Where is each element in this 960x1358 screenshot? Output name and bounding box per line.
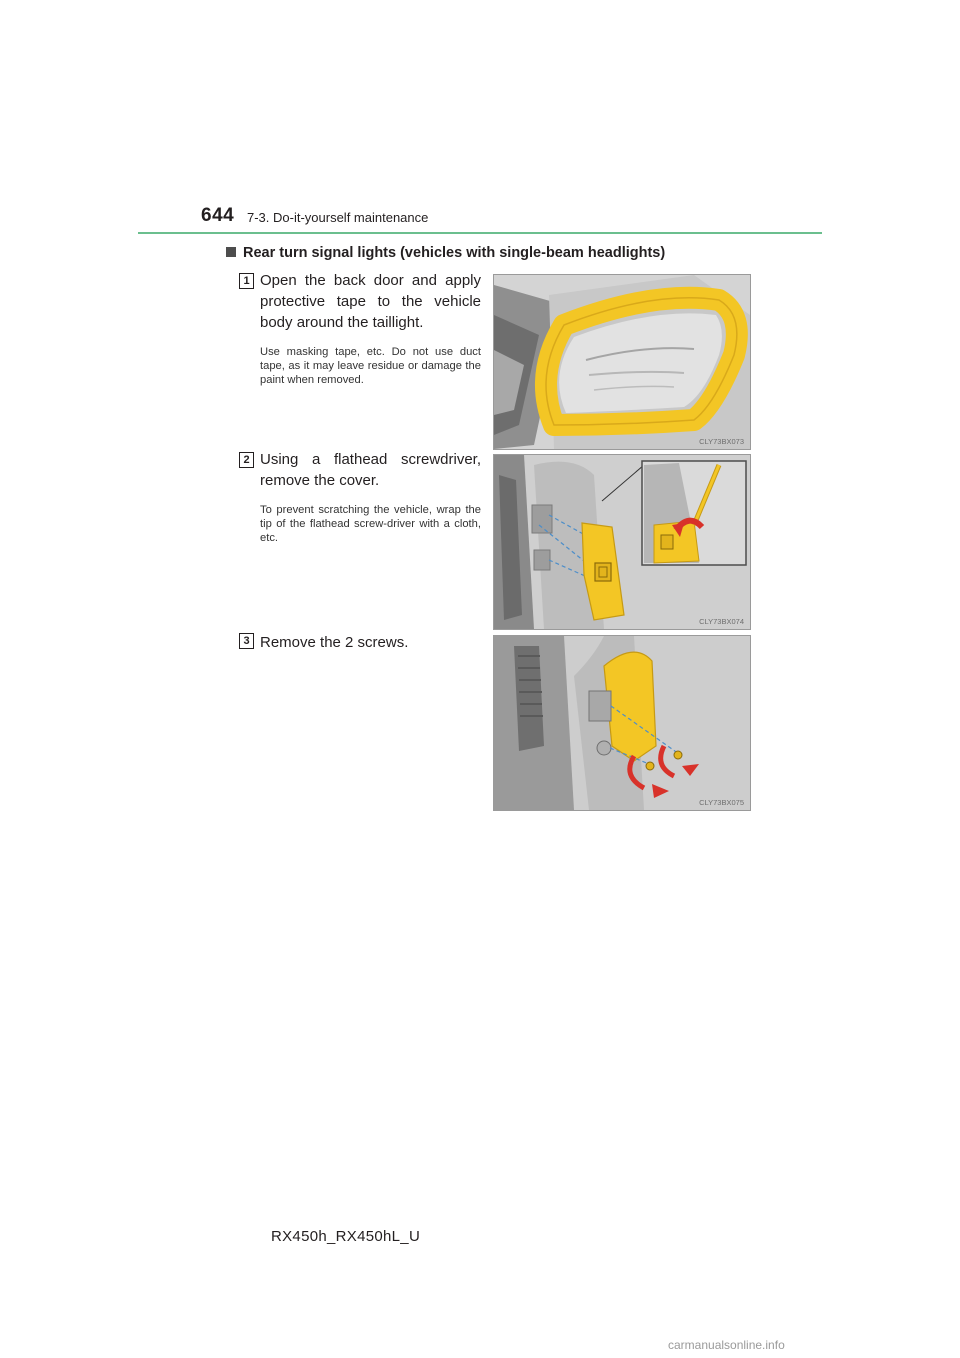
step-3-instruction: Remove the 2 screws. (260, 634, 409, 651)
page-number: 644 (201, 205, 235, 226)
step-1-instruction: Open the back door and apply protective tape to the vehicle body around the taillight. (260, 272, 481, 331)
step-1-figure (493, 274, 751, 450)
footer-model: RX450h_RX450hL_U (271, 1228, 421, 1245)
step-3-figure-code: CLY73BX075 (699, 798, 744, 807)
screw-removal-illustration (494, 636, 750, 810)
step-2-note: To prevent scratching the vehicle, wrap the tip of the flathead screw-driver with a cloth, etc. (260, 504, 481, 544)
step-1-note: Use masking tape, etc. Do not use duct tape, as it may leave residue or damage the paint when removed. (260, 346, 481, 386)
step-2-badge: 2 (239, 452, 254, 468)
step-1-badge: 1 (239, 273, 254, 289)
taillight-taped-illustration (494, 275, 750, 449)
cover-removal-illustration (494, 455, 750, 629)
step-3-badge: 3 (239, 633, 254, 649)
header-rule (138, 232, 822, 234)
step-2-figure (493, 454, 751, 630)
chapter-title: 7-3. Do-it-yourself maintenance (247, 210, 429, 225)
section-heading-text: Rear turn signal lights (vehicles with single-beam headlights) (243, 245, 666, 261)
step-1-figure-code: CLY73BX073 (699, 437, 744, 446)
step-2-figure-code: CLY73BX074 (699, 617, 744, 626)
section-heading (226, 245, 665, 261)
watermark-link[interactable]: carmanualsonline.info (668, 1338, 785, 1352)
square-bullet-icon (226, 247, 236, 257)
step-3-figure (493, 635, 751, 811)
step-2-instruction: Using a flathead screwdriver, remove the cover. (260, 451, 481, 489)
